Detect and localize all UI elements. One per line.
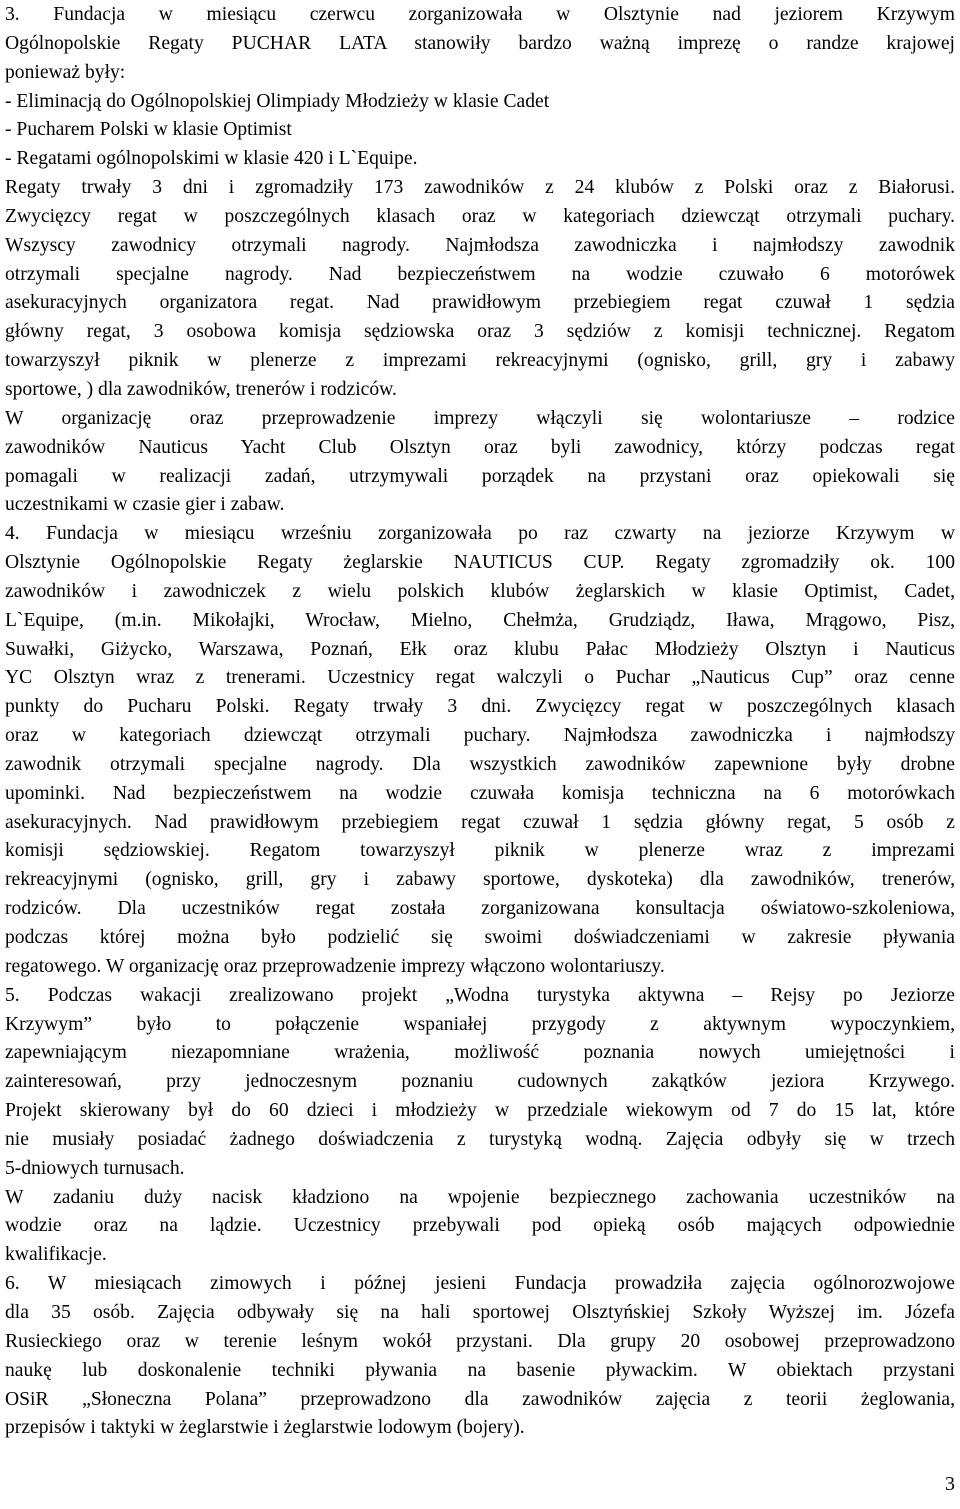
text-line: - Pucharem Polski w klasie Optimist [5, 119, 292, 141]
text-line: dla 35 osób. Zajęcia odbywały się na hali sportowej Olsztyńskiej Szkoły Wyższej im. Józefa [5, 1301, 955, 1323]
page-number: 3 [945, 1473, 955, 1495]
text-line: towarzyszył piknik w plenerze z imprezami rekreacyjnymi (ognisko, grill, gry i zabawy [5, 350, 955, 372]
text-line: punkty do Pucharu Polski. Regaty trwały 3 dni. Zwycięzcy regat w poszczególnych klasach [5, 696, 955, 718]
text-line: L`Equipe, (m.in. Mikołajki, Wrocław, Mielno, Chełmża, Grudziądz, Iława, Mrągowo, Pisz, [5, 609, 955, 631]
text-line: Regaty trwały 3 dni i zgromadziły 173 zawodników z 24 klubów z Polski oraz z Białorusi. [5, 177, 955, 199]
text-line: 5-dniowych turnusach. [5, 1157, 185, 1179]
text-line: zawodników i zawodniczek z wielu polskich klubów żeglarskich w klasie Optimist, Cadet, [5, 580, 955, 602]
text-line: upominki. Nad bezpieczeństwem na wodzie czuwała komisja techniczna na 6 motorówkach [5, 782, 955, 804]
document-body [5, 1, 955, 1443]
text-line: Projekt skierowany był do 60 dzieci i młodzieży w przedziale wiekowym od 7 do 15 lat, które [5, 1100, 955, 1122]
text-line: kwalifikacje. [5, 1244, 107, 1266]
text-line: - Eliminacją do Ogólnopolskiej Olimpiady Młodzieży w klasie Cadet [5, 90, 550, 112]
text-line: Olsztynie Ogólnopolskie Regaty żeglarskie NAUTICUS CUP. Regaty zgromadziły ok. 100 [5, 552, 955, 574]
text-line: 3. Fundacja w miesiącu czerwcu zorganizowała w Olsztynie nad jeziorem Krzywym [5, 4, 955, 25]
text-line: 6. W miesiącach zimowych i późnej jesieni Fundacja prowadziła zajęcia ogólnorozwojowe [5, 1273, 955, 1295]
text-line: zainteresowań, przy jednoczesnym poznaniu cudownych zakątków jeziora Krzywego. [5, 1071, 955, 1093]
text-line: asekuracyjnych organizatora regat. Nad prawidłowym przebiegiem regat czuwał 1 sędzia [5, 292, 955, 314]
text-line: Rusieckiego oraz w terenie leśnym wokół przystani. Dla grupy 20 osobowej przeprowadzono [5, 1330, 955, 1352]
text-line: Zwycięzcy regat w poszczególnych klasach oraz w kategoriach dziewcząt otrzymali puchary. [5, 205, 955, 227]
text-line: Suwałki, Giżycko, Warszawa, Poznań, Ełk oraz klubu Pałac Młodzieży Olsztyn i Nauticus [5, 638, 955, 660]
text-line: OSiR „Słoneczna Polana” przeprowadzono dla zawodników zajęcia z teorii żeglowania, [5, 1388, 955, 1410]
text-line: YC Olsztyn wraz z trenerami. Uczestnicy regat walczyli o Puchar „Nauticus Cup” oraz cenne [5, 667, 955, 689]
text-line: Wszyscy zawodnicy otrzymali nagrody. Najmłodsza zawodniczka i najmłodszy zawodnik [5, 234, 955, 256]
text-line: otrzymali specjalne nagrody. Nad bezpieczeństwem na wodzie czuwało 6 motorówek [5, 263, 955, 285]
text-line: sportowe, ) dla zawodników, trenerów i rodziców. [5, 378, 397, 400]
text-line: przepisów i taktyki w żeglarstwie i żeglarstwie lodowym (bojery). [5, 1417, 525, 1439]
text-line: W zadaniu duży nacisk kładziono na wpojenie bezpiecznego zachowania uczestników na [5, 1186, 955, 1208]
text-line: regatowego. W organizację oraz przeprowadzenie imprezy włączono wolontariuszy. [5, 955, 665, 977]
text-line: oraz w kategoriach dziewcząt otrzymali puchary. Najmłodsza zawodniczka i najmłodszy [5, 725, 955, 747]
text-line: zawodnik otrzymali specjalne nagrody. Dla wszystkich zawodników zapewnione były drobne [5, 753, 955, 775]
text-line: główny regat, 3 osobowa komisja sędziowska oraz 3 sędziów z komisji technicznej. Regatom [5, 321, 955, 343]
text-line: podczas której można było podzielić się swoimi doświadczeniami w zakresie pływania [5, 927, 955, 948]
text-line: - Regatami ogólnopolskimi w klasie 420 i L`Equipe. [5, 148, 418, 170]
text-line: Ogólnopolskie Regaty PUCHAR LATA stanowiły bardzo ważną imprezę o randze krajowej [5, 32, 955, 54]
text-line: pomagali w realizacji zadań, utrzymywali porządek na przystani oraz opiekowali się [5, 465, 955, 487]
text-line: rekreacyjnymi (ognisko, grill, gry i zabawy sportowe, dyskoteka) dla zawodników, trenerów, [5, 869, 955, 891]
text-line: wodzie oraz na lądzie. Uczestnicy przebywali pod opieką osób mających odpowiednie [5, 1215, 955, 1237]
text-line: naukę lub doskonalenie techniki pływania na basenie pływackim. W obiektach przystani [5, 1359, 955, 1381]
text-line: uczestnikami w czasie gier i zabaw. [5, 494, 285, 516]
text-line: 4. Fundacja w miesiącu wrześniu zorganizowała po raz czwarty na jeziorze Krzywym w [5, 523, 955, 545]
text-line: nie musiały posiadać żadnego doświadczenia z turystyką wodną. Zajęcia odbyły się w trzech [5, 1128, 955, 1150]
text-line: zawodników Nauticus Yacht Club Olsztyn oraz byli zawodnicy, którzy podczas regat [5, 436, 955, 458]
text-line: Krzywym” było to połączenie wspaniałej przygody z aktywnym wypoczynkiem, [5, 1013, 955, 1035]
text-line: zapewniającym niezapomniane wrażenia, możliwość poznania nowych umiejętności i [5, 1042, 955, 1064]
text-line: asekuracyjnych. Nad prawidłowym przebiegiem regat czuwał 1 sędzia główny regat, 5 osób z [5, 811, 955, 833]
text-line: komisji sędziowskiej. Regatom towarzyszył piknik w plenerze wraz z imprezami [5, 840, 955, 862]
text-line: ponieważ były: [5, 61, 126, 83]
text-line: 5. Podczas wakacji zrealizowano projekt „Wodna turystyka aktywna – Rejsy po Jeziorze [5, 984, 955, 1006]
text-line: W organizację oraz przeprowadzenie imprezy włączyli się wolontariusze – rodzice [5, 407, 955, 429]
text-line: rodziców. Dla uczestników regat została zorganizowana konsultacja oświatowo-szkoleniowa, [5, 898, 955, 920]
